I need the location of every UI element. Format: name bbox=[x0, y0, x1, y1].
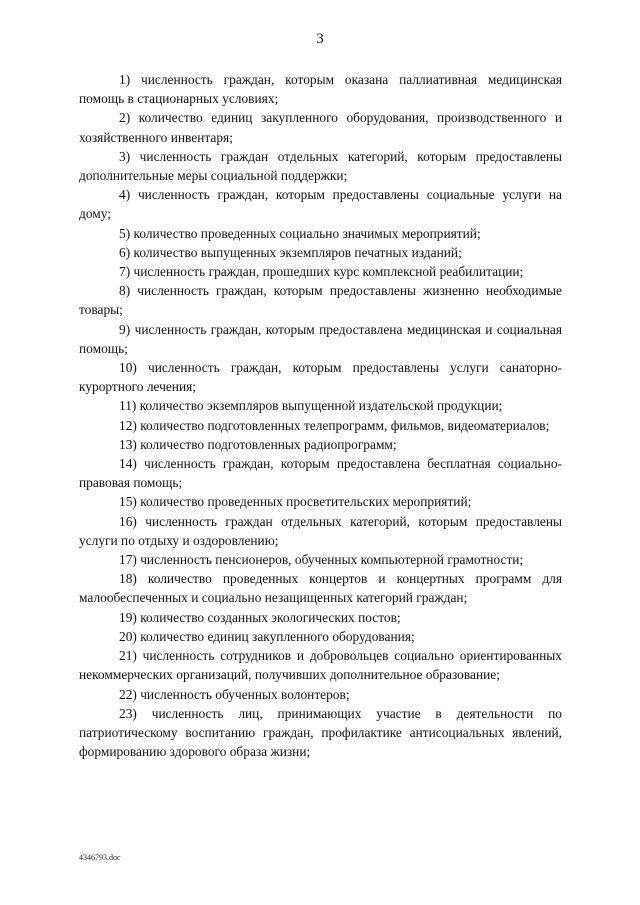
list-item: 11) количество экземпляров выпущенной издательской продукции; bbox=[119, 398, 503, 414]
list-item: 18) количество проведенных концертов и концертных программ для малообеспеченных и социально незащищенных категорий граждан; bbox=[79, 571, 562, 606]
list-item: 17) численность пенсионеров, обученных компьютерной грамотности; bbox=[119, 552, 524, 568]
list-item: 3) численность граждан отдельных категорий, которым предоставлены дополнительные меры социальной поддержки; bbox=[79, 148, 562, 184]
list-item: 22) численность обученных волонтеров; bbox=[119, 686, 350, 702]
list-item: 7) численность граждан, прошедших курс комплексной реабилитации; bbox=[119, 264, 524, 280]
list-item: 4) численность граждан, которым предоставлены социальные услуги на дому; bbox=[79, 187, 562, 222]
list-item: 2) количество единиц закупленного оборудования, производственного и хозяйственного инвентаря; bbox=[79, 110, 562, 145]
list-item: 1) численность граждан, которым оказана паллиативная медицинская помощь в стационарных условиях; bbox=[79, 72, 562, 107]
list-item: 23) численность лиц, принимающих участие в деятельности по патриотическому воспитанию граждан, профилактике антисоциальных явлений, формированию здорового образа жизни; bbox=[79, 705, 562, 760]
list-item: 6) количество выпущенных экземпляров печатных изданий; bbox=[119, 244, 462, 260]
list-item: 21) численность сотрудников и добровольцев социально ориентированных некоммерческих организаций, получивших дополнительное образование; bbox=[79, 648, 562, 683]
list-item: 5) количество проведенных социально значимых мероприятий; bbox=[119, 225, 481, 241]
file-name-footer: 4346793.doc bbox=[79, 853, 121, 862]
list-item: 12) количество подготовленных телепрограмм, фильмов, видеоматериалов; bbox=[119, 417, 550, 433]
list-item: 10) численность граждан, которым предоставлены услуги санаторно-курортного лечения; bbox=[79, 360, 562, 395]
list-item: 8) численность граждан, которым предоставлены жизненно необходимые товары; bbox=[79, 283, 562, 318]
list-item: 9) численность граждан, которым предоставлена медицинская и социальная помощь; bbox=[79, 321, 562, 356]
list-item: 14) численность граждан, которым предоставлена бесплатная социально-правовая помощь; bbox=[79, 456, 562, 491]
page-number: 3 bbox=[316, 31, 324, 47]
list-item: 19) количество созданных экологических постов; bbox=[119, 609, 401, 625]
list-item: 15) количество проведенных просветительских мероприятий; bbox=[119, 494, 472, 510]
list-item: 16) численность граждан отдельных категорий, которым предоставлены услуги по отдыху и оздоровлению; bbox=[79, 513, 562, 548]
list-item: 13) количество подготовленных радиопрограмм; bbox=[119, 436, 397, 452]
document-body bbox=[79, 70, 562, 761]
list-item: 20) количество единиц закупленного оборудования; bbox=[119, 628, 415, 644]
